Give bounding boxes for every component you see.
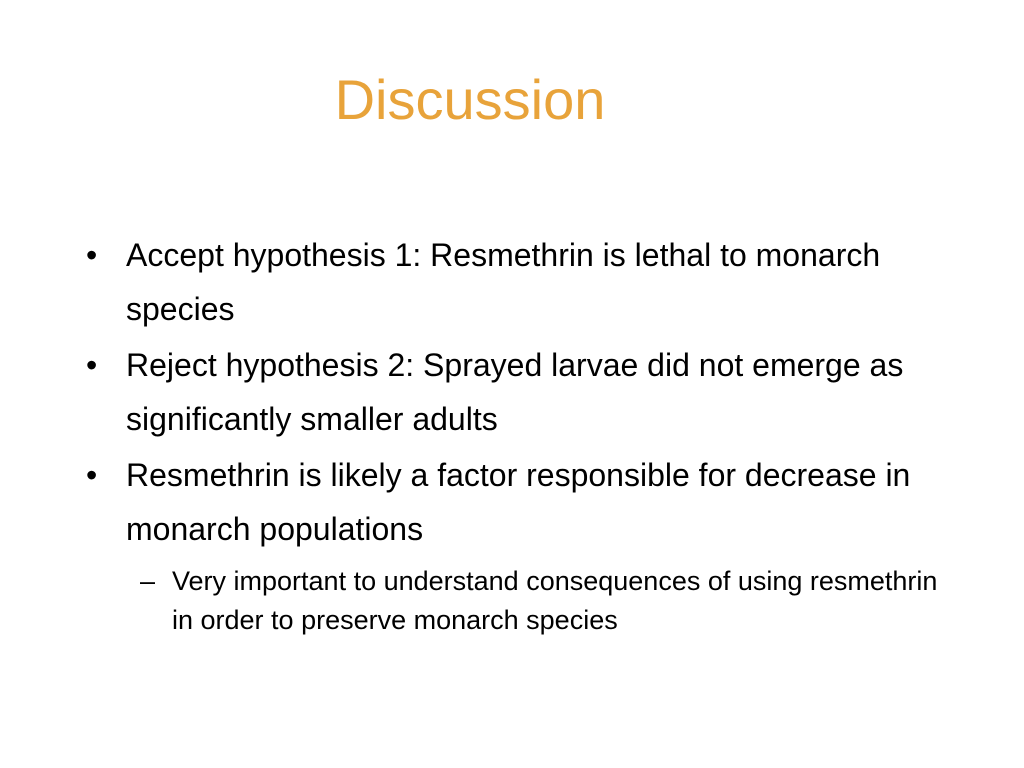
bullet-item-3 [86,448,946,640]
bullet-item-2 [86,338,946,446]
sub-bullet-list [126,562,946,640]
sub-bullet-text: Very important to understand consequences of using resmethrin in order to preserve monarch species [172,566,938,635]
bullet-item-1 [86,228,946,336]
sub-bullet-marker: – [140,566,156,596]
bullet-text: Accept hypothesis 1: Resmethrin is lethal to monarch species [126,237,881,327]
slide-title: Discussion [334,68,606,131]
bullet-text: Reject hypothesis 2: Sprayed larvae did not emerge as significantly smaller adults [126,347,904,437]
bullet-marker: • [86,237,98,273]
bullet-text: Resmethrin is likely a factor responsible for decrease in monarch populations [126,457,911,547]
bullet-marker: • [86,457,98,493]
bullet-list [86,228,946,642]
sub-bullet-item-1 [126,562,946,640]
bullet-marker: • [86,347,98,383]
